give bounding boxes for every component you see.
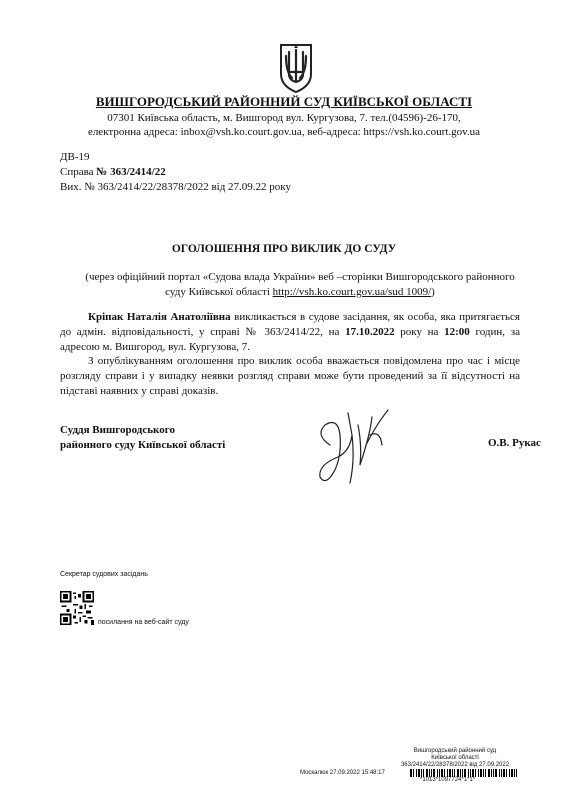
portal-note bbox=[80, 270, 520, 300]
summons-text-b: року на bbox=[394, 326, 445, 338]
case-label: Справа bbox=[60, 166, 97, 178]
court-contacts: електронна адреса: inbox@vsh.ko.court.gov.ua, веб-адреса: https://vsh.ko.court.gov.ua bbox=[87, 126, 481, 138]
summons-text-a: викликається в судове засідання, як особа, яка притягається до адмін. відповідальності, у справі № 363/2414/22, на bbox=[60, 311, 520, 338]
stamp-region: Київської області bbox=[431, 755, 479, 761]
notice-consequence-paragraph: З опублікуванням оголошення про виклик особа вважається повідомлена про час і місце розгляду справи і у випадку неявки розгляд справи може бути проведений за її відсутності на підставі наявних у справі доказів. bbox=[60, 355, 520, 397]
stamp-registration: 363/2414/22/28378/2022 від 27.09.2022 bbox=[400, 762, 510, 768]
case-number: № 363/2414/22 bbox=[96, 166, 166, 178]
portal-line-2-text: суду Київської області bbox=[165, 286, 273, 298]
stamp-operator: Москалюк 27.09.2022 15:48:17 bbox=[300, 770, 385, 776]
hearing-date: 17.10.2022 bbox=[345, 326, 395, 338]
hearing-time: 12:00 bbox=[444, 326, 470, 338]
portal-line-1: (через офіційний портал «Судова влада України» веб –сторінки Вишгородського районного bbox=[85, 271, 515, 283]
person-name: Кріпак Наталія Анатоліївна bbox=[88, 311, 231, 323]
qr-code[interactable] bbox=[60, 591, 94, 625]
court-address: 07301 Київська область, м. Вишгород вул. Кургузова, 7. тел.(04596)-26-170, bbox=[107, 112, 461, 124]
barcode bbox=[410, 769, 520, 777]
court-name-heading: ВИШГОРОДСЬКИЙ РАЙОННИЙ СУД КИЇВСЬКОЇ ОБЛАСТІ bbox=[95, 94, 473, 109]
portal-line-2 bbox=[80, 285, 520, 300]
judge-title-line-2: районного суду Київської області bbox=[60, 439, 226, 451]
summons-paragraph bbox=[60, 310, 520, 355]
summons-text-c: годин, за адресою м. Вишгород, вул. Кургузова, 7. bbox=[60, 326, 520, 353]
qr-caption: посилання на веб-сайт суду bbox=[98, 619, 189, 626]
notice-title: ОГОЛОШЕННЯ ПРО ВИКЛИК ДО СУДУ bbox=[171, 243, 397, 255]
outgoing-number: Вих. № 363/2414/22/28378/2022 від 27.09.22 року bbox=[60, 181, 291, 193]
form-code: ДВ-19 bbox=[60, 151, 90, 163]
judge-title-line-1: Суддя Вишгородського bbox=[60, 424, 175, 436]
stamp-court-name: Вишгородський районний суд bbox=[413, 748, 497, 754]
judge-name: О.В. Рукас bbox=[488, 437, 541, 449]
judge-title bbox=[60, 423, 280, 453]
handwritten-signature bbox=[310, 405, 410, 490]
portal-link[interactable]: http://vsh.ko.court.gov.ua/sud 1009/ bbox=[272, 286, 432, 298]
secretary-label: Секретар судових засідань bbox=[60, 571, 148, 578]
coat-of-arms-emblem bbox=[278, 42, 314, 94]
case-number-line bbox=[60, 165, 166, 180]
barcode-id: *1013*1097724*1*1* bbox=[420, 777, 476, 783]
portal-line-2-close: ) bbox=[431, 286, 435, 298]
